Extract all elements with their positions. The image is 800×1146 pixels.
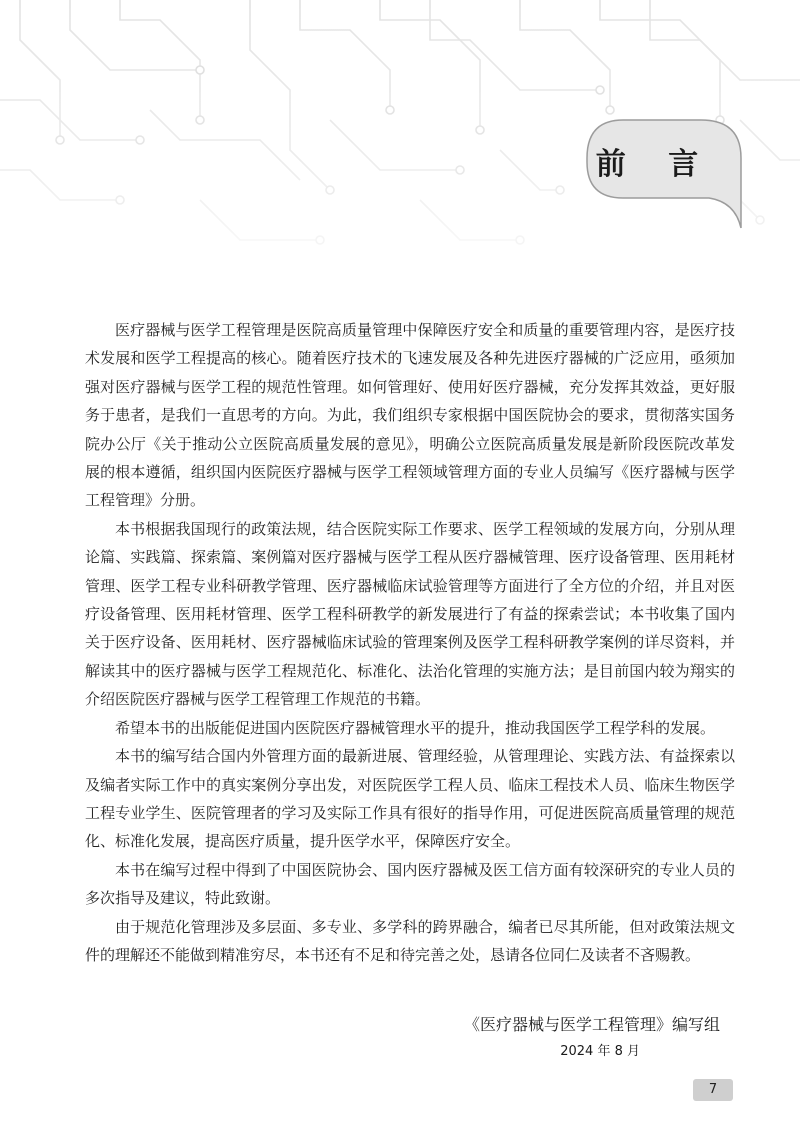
page-title: 前 言 — [595, 147, 715, 182]
page-number: 7 — [693, 1079, 733, 1101]
preface-paragraph: 本书在编写过程中得到了中国医院协会、国内医疗器械及医工信方面有较深研究的专业人员的多次指导及建议，特此致谢。 — [85, 860, 735, 908]
preface-body — [85, 316, 735, 969]
preface-paragraph: 由于规范化管理涉及多层面、多专业、多学科的跨界融合，编者已尽其所能，但对政策法规文件的理解还不能做到精准穷尽，本书还有不足和待完善之处，恳请各位同仁及读者不吝赐教。 — [85, 917, 735, 964]
preface-paragraph: 本书的编写结合国内外管理方面的最新进展、管理经验，从管理理论、实践方法、有益探索以及编者实际工作中的真实案例分享出发，对医院医学工程人员、临床工程技术人员、临床生物医学工程专业学生、医院管理者的学习及实际工作具有很好的指导作用，可促进医院高质量管理的规范化、标准化发展，提高医疗质量，提升医学水平，保障医疗安全。 — [85, 747, 735, 851]
preface-paragraph: 希望本书的出版能促进国内医院医疗器械管理水平的提升，推动我国医学工程学科的发展。 — [115, 718, 716, 737]
preface-paragraph: 医疗器械与医学工程管理是医院高质量管理中保障医疗安全和质量的重要管理内容，是医疗技术发展和医学工程提高的核心。随着医疗技术的飞速发展及各种先进医疗器械的广泛应用，亟须加强对医疗器械与医学工程的规范性管理。如何管理好、使用好医疗器械，充分发挥其效益，更好服务于患者，是我们一直思考的方向。为此，我们组织专家根据中国医院协会的要求，贯彻落实国务院办公厅《关于推动公立医院高质量发展的意见》，明确公立医院高质量发展是新阶段医院改革发展的根本遵循，组织国内医院医疗器械与医学工程领域管理方面的专业人员编写《医疗器械与医学工程管理》分册。 — [85, 321, 735, 510]
preface-date: 2024 年 8 月 — [560, 1044, 640, 1059]
editorial-group: 《医疗器械与医学工程管理》编写组 — [463, 1015, 720, 1034]
preface-paragraph: 本书根据我国现行的政策法规，结合医院实际工作要求、医学工程领域的发展方向，分别从理论篇、实践篇、探索篇、案例篇对医疗器械与医学工程从医疗器械管理、医疗设备管理、医用耗材管理、医学工程专业科研教学管理、医疗器械临床试验管理等方面进行了全方位的介绍，并且对医疗设备管理、医用耗材管理、医学工程科研教学的新发展进行了有益的探索尝试；本书收集了国内关于医疗设备、医用耗材、医疗器械临床试验的管理案例及医学工程科研教学案例的详尽资料，并解读其中的医疗器械与医学工程规范化、标准化、法治化管理的实施方法；是目前国内较为翔实的介绍医院医疗器械与医学工程管理工作规范的书籍。 — [85, 519, 735, 709]
author-signature — [400, 1012, 720, 1038]
